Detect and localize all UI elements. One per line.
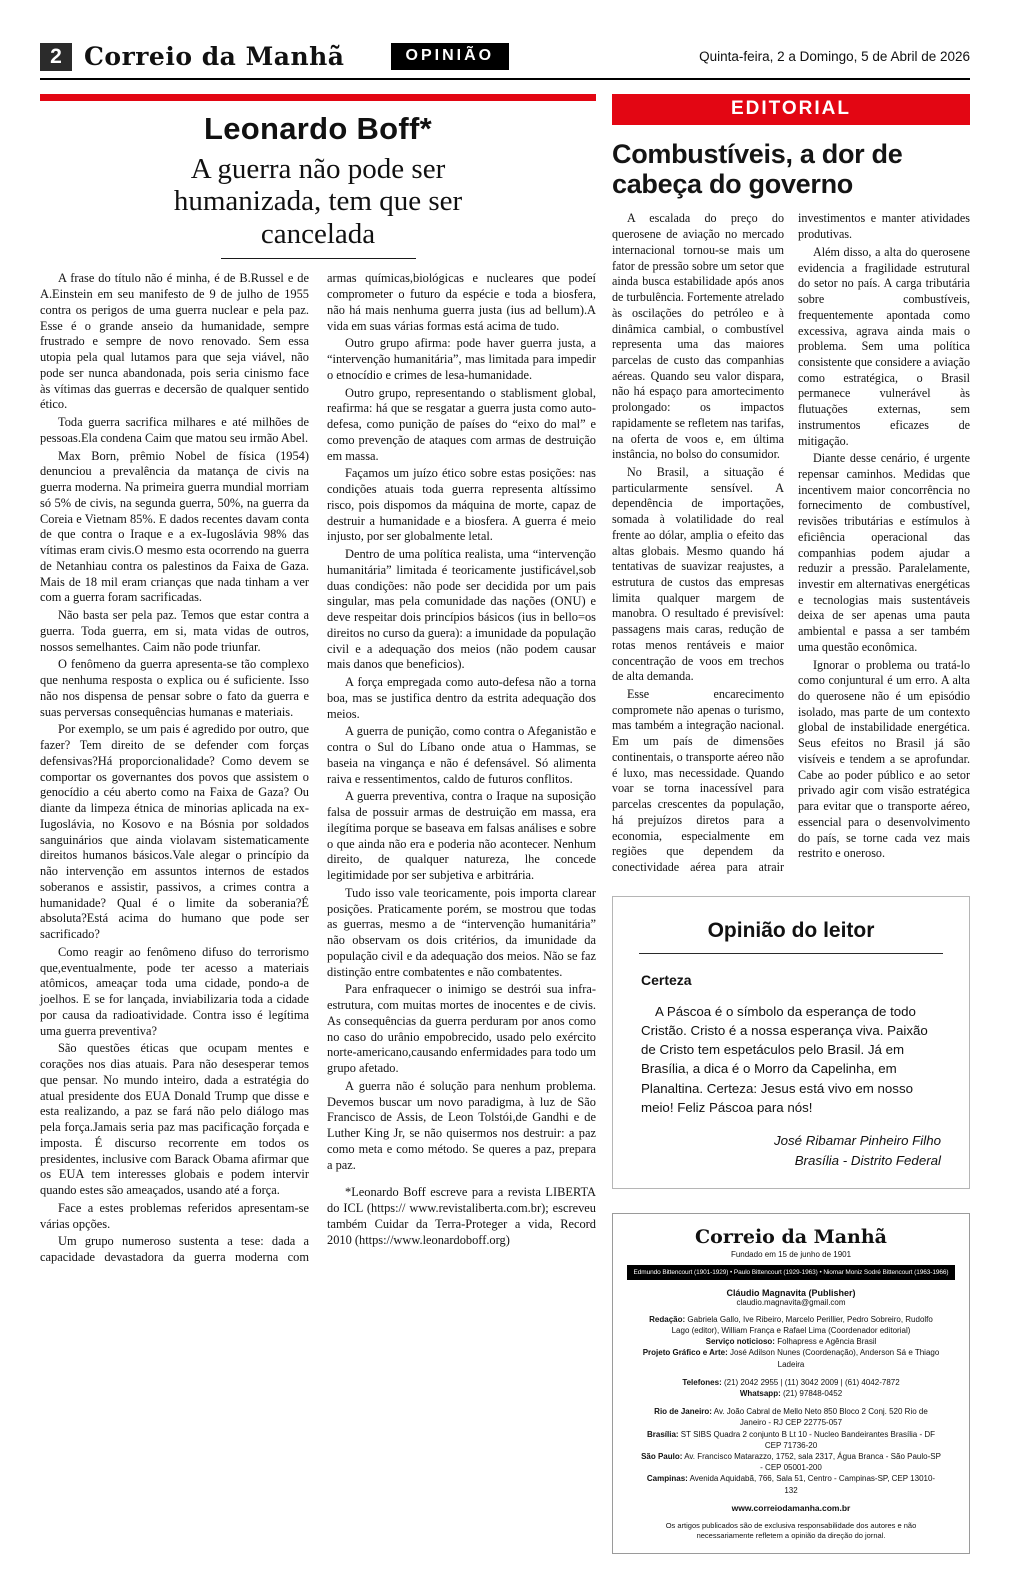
letter-signature-name: José Ribamar Pinheiro Filho [773,1133,941,1149]
masthead-label: Campinas: [646,1474,688,1484]
masthead-line-servico [641,1336,941,1347]
article-paragraph: *Leonardo Boff escreve para a revista LIBERTA do ICL (https:// www.revistaliberta.com.br); escreveu também Cuidar da Terra-Proteger a vida, Record 2010 (https://www.leonardoboff.org) [327,1185,596,1247]
editorial-body [612,211,970,875]
page-content [40,94,970,1554]
article-paragraph: Como reagir ao fenômeno difuso do terrorismo que,eventualmente, pode ter acesso a materiais atômicos, ameaçar toda uma cidade, pondo-a de joelhos. E se for lançada, inviabilizaria toda a cidade por causa da radioatividade. Contra isso é legítima uma guerra preventiva? [40,944,309,1038]
masthead-label: São Paulo: [641,1451,683,1461]
editorial-paragraph: A escalada do preço do querosene de aviação no mercado internacional tornou-se mais um fator de pressão sobre um setor que ainda busca estabilidade após anos de turbulência. Fortemente atrelado às oscilações do petróleo e à dinâmica cambial, o combustível representa uma das maiores parcelas de custo das companhias aéreas. Quando seu valor dispara, não há espaço para amortecimento prolongado: os impactos rapidamente se refletem nas tarifas, na oferta de voos e, em última instância, no bolso do consumidor. [612,211,784,462]
masthead-label: Whatsapp: [739,1389,781,1398]
masthead-value: Avenida Aquidabã, 766, Sala 51, Centro - Campinas-SP, CEP 13010-132 [689,1474,936,1495]
section-badge: OPINIÃO [391,43,510,70]
article-paragraph: Façamos um juízo ético sobre estas posições: nas condições atuais toda guerra representa altíssimo risco, pois dispomos da máquina de morte, capaz de destruir a humanidade e a biosfera. A guerra é meio injusto, por ser globalmente letal. [327,466,596,544]
masthead-line-redacao [641,1314,941,1336]
masthead-line-campinas [641,1473,941,1495]
masthead-publisher: Cláudio Magnavita (Publisher) [726,1287,856,1298]
masthead-value: ST SIBS Quadra 2 conjunto B Lt 10 - Nucleo Bandeirantes Brasília - DF CEP 71736-20 [680,1429,935,1450]
masthead-value: Av. João Cabral de Mello Neto 850 Bloco 2 Conj. 520 Rio de Janeiro - RJ CEP 22775-057 [713,1407,928,1428]
article-headline: A guerra não pode ser humanizada, tem que ser cancelada [173,153,463,250]
editorial-paragraph: Esse encarecimento compromete não apenas o turismo, mas também a integração nacional. Em um país de dimensões continentais, o transporte aéreo não é luxo, mas necessidade. Quando voar se torna inacessível para parcelas crescentes da população, há prejuízos diretos para a economia, especialmente em regiões que dependem da conectividade aérea para atrair investimentos e manter atividades produtivas. [612,211,970,874]
article-paragraph: Não basta ser pela paz. Temos que estar contra a guerra. Toda guerra, em si, mata vidas de outros, nossos semelhantes. Caim não pode triunfar. [40,608,309,654]
masthead-contact-group [627,1377,955,1399]
article-author-title: Leonardo Boff* [203,111,433,146]
page-number-badge: 2 [40,43,72,71]
article-paragraph: Tudo isso vale teoricamente, pois importa clarear posições. Praticamente porém, se mostrou que todas as guerras, mesmo a de “intervenção humanitária” não observam os dois critérios, da imunidade da população civil e da adequação dos meios. Não se faz distinção entre combatentes e não combatentes. [327,885,596,979]
masthead-publisher-email: claudio.magnavita@gmail.com [736,1297,846,1307]
article-paragraph: Por exemplo, se um pais é agredido por outro, que fazer? Tem direito de se defender com forças defensivas?Há proporcionalidade? Como devem se comportar os governantes dos povos que assistem o genocídio a céu aberto como na Faixa de Gaza? Ou diante da limpeza étnica de minorias aplicada na ex-Iugoslávia, no Kosovo e na Bósnia por soldados sanguinários que ainda violavam sistematicamente direitos humanos básicos.Vale alegar o princípio da não intervenção em assuntos internos de estados soberanos e assistir, passivos, a crimes contra a humanidade? Qual é o limite da soberania?É absoluta?Está acima do humano que pode ser sacrificado? [40,722,309,942]
masthead-value: José Adilson Nunes (Coordenação), Anderson Sá e Thiago Ladeira [729,1348,940,1369]
masthead-label: Redação: [649,1314,686,1324]
masthead-value: (21) 2042 2955 | (11) 3042 2009 | (61) 4042-7872 [723,1377,900,1387]
masthead-line-saopaulo [641,1451,941,1473]
masthead-value: (21) 97848-0452 [782,1389,843,1398]
masthead-line-rio [641,1406,941,1428]
article-paragraph: Para enfraquecer o inimigo se destrói sua infra-estrutura, com muitas mortes de inocentes e de civis. As consequências da guerra perduram por anos como no caso do urânio empobrecido, usado pelo exército norte-americano,causando enfermidades para todo um grupo afetado. [327,982,596,1076]
masthead-line-whatsapp [641,1388,941,1399]
article-paragraph: A frase do título não é minha, é de B.Russel e de A.Einstein em seu manifesto de 9 de julho de 1955 contra os perigos de uma guerra nuclear e pela paz. Esse é o grande anseio da humanidade, sempre frustrado e sempre de novo renovado. Sem essa utopia pela qual lutamos para que seja viável, não pode ser nunca abandonada, pois seria cinismo face às vítimas das guerras e decersão de qualquer sentido ético. [40,271,309,412]
masthead-logo: Correio da Manhã [695,1225,887,1248]
masthead-founders-bar: Edmundo Bittencourt (1901-1929) • Paulo Bittencourt (1929-1963) • Niomar Moniz Sodré Bittencourt (1963-1966) [627,1265,955,1280]
masthead-label: Rio de Janeiro: [654,1407,712,1417]
article-paragraph: A guerra não é solução para nenhum problema. Devemos buscar um novo paradigma, à luz de São Francisco de Assis, de Leon Tolstói,de Gandhi e de Luther King Jr, se não quisermos nos destruir: a paz como meta e como método. Se queres a paz, prepara a paz. [327,1078,596,1172]
letter-signature [635,1131,941,1170]
article-paragraph: Max Born, prêmio Nobel de física (1954) denunciou a prevalência da matança de civis na guerra moderna. Na primeira guerra mundial morriam só 5% de civis, na segunda guerra, 50%, na guerra da Coreia e Vietnam 85%. E dados recentes davam conta de que contra o Iraque e a ex-Iugoslávia 98% das vítimas eram civis.O mesmo esta ocorrendo na guerra de Netanhiau contra os palestinos da Faixa de Gaza. Mais de 18 mil eram crianças que nada tinham a ver com a guerra foram sacrificadas. [40,448,309,605]
editorial-paragraph: Diante desse cenário, é urgente repensar caminhos. Medidas que incentivem maior concorrência no fornecimento de combustível, revisões tributárias e estímulos à eficiência operacional das companhias podem ajudar a reduzir a pressão. Paralelamente, investir em alternativas energéticas e tecnologias mais sustentáveis deixa de ser apenas uma pauta ambiental e passa a ser também uma questão econômica. [798,451,970,654]
masthead-label: Serviço noticioso: [705,1337,775,1347]
editorial-paragraph: No Brasil, a situação é particularmente sensível. A dependência de importações, somada à volatilidade do real frente ao dólar, amplia o efeito das altas globais. Mesmo quando há tentativas de suavizar reajustes, a estrutura de custos das empresas limita qualquer margem de manobra. O resultado é previsível: passagens mais caras, redução de rotas menos rentáveis e maior concentração de voos em trechos de alta demanda. [612,464,784,684]
letter-signature-location: Brasília - Distrito Federal [794,1152,941,1168]
reader-opinion-box [612,896,970,1189]
article-paragraph: Outro grupo afirma: pode haver guerra justa, a “intervenção humanitária”, mas limitada para impedir o etnocídio e crimes de lesa-humanidade. [327,336,596,382]
article-paragraph: Face a estes problemas referidos apresentam-se várias opções. [40,1200,309,1231]
article-paragraph: Dentro de uma política realista, uma “intervenção humanitária” limitada é teoricamente justificável,sob duas condições: não pode ser decidida por um pais singular, mas pela comunidade das nações (ONU) e deve respeitar dois princípios básicos (ius in bello=os direitos no curso da guera): a imunidade da população civil e a adequação dos meios (não podem causar mais danos que beneficios). [327,547,596,672]
masthead-disclaimer: Os artigos publicados são de exclusiva responsabilidade dos autores e não necessariamente refletem a opinião da direção do jornal. [665,1520,917,1540]
article-paragraph: O fenômeno da guerra apresenta-se tão complexo que nenhuma resposta o explica ou é suficiente. Isso não nos dispensa de pensar sobre o fato da guerra e suas perversas consequências humanas e materiais. [40,657,309,719]
masthead-label: Brasília: [646,1429,679,1439]
article-body [40,271,596,1266]
masthead-box [612,1213,970,1554]
newspaper-logo: Correio da Manhã [84,42,345,71]
editorial-paragraph: Ignorar o problema ou tratá-lo como conjuntural é um erro. A alta do querosene não é um episódio isolado, mas parte de um contexto global de instabilidade energética. Seus efeitos no Brasil já são visíveis e tendem a se aprofundar. Cabe ao poder público e ao setor privado agir com visão estratégica para evitar que o transporte aéreo, essencial para o desenvolvimento do país, se torne cada vez mais restrito e oneroso. [798,657,970,861]
reader-title-rule [639,953,943,954]
article-paragraph: Outro grupo, representando o stablisment global, reafirma: há que se resgatar a guerra justa como auto-defesa, como punição de países do “eixo do mal” e como prevenção de ataques com armas de destruição em massa. [327,385,596,463]
opinion-article-section [40,94,596,1266]
editorial-banner: EDITORIAL [612,94,970,125]
masthead-address-group [627,1406,955,1496]
article-paragraph: São questões éticas que ocupam mentes e corações nos dias atuais. Para não desesperar temos que pensar. No mundo inteiro, dada a estratégia do atual presidente dos EUA Donald Trump que disse e esta realizando, a paz se fará não pelo diálogo mas pela força.Jamais seria paz mas pacificação forçada e imposta. É discurso recorrente em todos os presidentes, inclusive com Barack Obama afirmar que os EUA tem interesses globais e podem intervir quando estes são ameaçados, usando até a força. [40,1041,309,1198]
article-paragraph: A guerra preventiva, contra o Iraque na suposição falsa de possuir armas de destruição em massa, era ilegítima porque se baseava em falsas análises e sobre o que ainda não era e poderia não acontecer. Nenhum direito, de qualquer natureza, lhe concede legitimidade por ser subjetiva e arbitrária. [327,789,596,883]
article-accent-bar [40,94,596,101]
article-paragraph: Um grupo numeroso sustenta a tese: dada a capacidade devastadora da guerra moderna com armas químicas,biológicas e nucleares que podeí comprometer o futuro da espécie e toda a biosfera, não há mais nenhuma guerra justa (ius ad bellum).A vida em suas várias formas está acima de tudo. [40,271,596,1265]
editorial-paragraph: Além disso, a alta do querosene evidencia a fragilidade estrutural do setor no país. A carga tributária sobre combustíveis, frequentemente apontada como excessiva, agrava ainda mais o problema. Sem uma política consistente que considere a aviação como estratégica, o Brasil permanece vulnerável às flutuações externas, sem instrumentos eficazes de mitigação. [798,244,970,448]
article-paragraph: Toda guerra sacrifica milhares e até milhões de pessoas.Ela condena Caim que matou seu irmão Abel. [40,415,309,445]
letter-body: A Páscoa é o símbolo da esperança de todo Cristão. Cristo é a nossa esperança viva. Paixão de Cristo tem espetáculos pelo Brasil. Já em Brasília, a dica é o Morro da Capelinha, em Planaltina. Certeza: Jesus está vivo em nosso meio! Feliz Páscoa para nós! [641,1003,928,1115]
masthead-value: Gabriela Gallo, Ive Ribeiro, Marcelo Perillier, Pedro Sobreiro, Rudolfo Lago (editor), William França e Rafael Lima (Coordenador editorial) [671,1314,933,1336]
masthead-label: Projeto Gráfico e Arte: [642,1348,728,1358]
masthead-label: Telefones: [682,1377,722,1387]
article-paragraph: A guerra de punição, como contra o Afeganistão e contra o Sul do Líbano onde atua o Hammas, se baseia na vingança e não é defensável. Só alimenta raiva e ressentimentos, caldo de futuros conflitos. [327,724,596,786]
masthead-founded: Fundado em 15 de junho de 1901 [730,1249,852,1259]
headline-rule [221,258,416,259]
right-column [612,94,970,1554]
masthead-line-brasilia [641,1429,941,1451]
masthead-value: Av. Francisco Matarazzo, 1752, sala 2317, Água Branca - São Paulo-SP - CEP 05001-200 [684,1451,941,1473]
editorial-headline: Combustíveis, a dor de cabeça do governo [612,139,903,200]
masthead-line-telefones [641,1377,941,1388]
masthead-value: Folhapress e Agência Brasil [777,1337,877,1347]
article-paragraph: A força empregada como auto-defesa não a torna boa, mas se justifica dentro da estrita adequação dos meios. [327,675,596,721]
masthead-line-projeto [641,1347,941,1369]
reader-opinion-title: Opinião do leitor [707,918,875,942]
edition-date: Quinta-feira, 2 a Domingo, 5 de Abril de 2026 [699,49,970,64]
masthead-website: www.correiodamanha.com.br [731,1502,851,1513]
top-bar [40,42,970,80]
masthead-staff-group [627,1314,955,1370]
letter-title: Certeza [641,971,692,988]
